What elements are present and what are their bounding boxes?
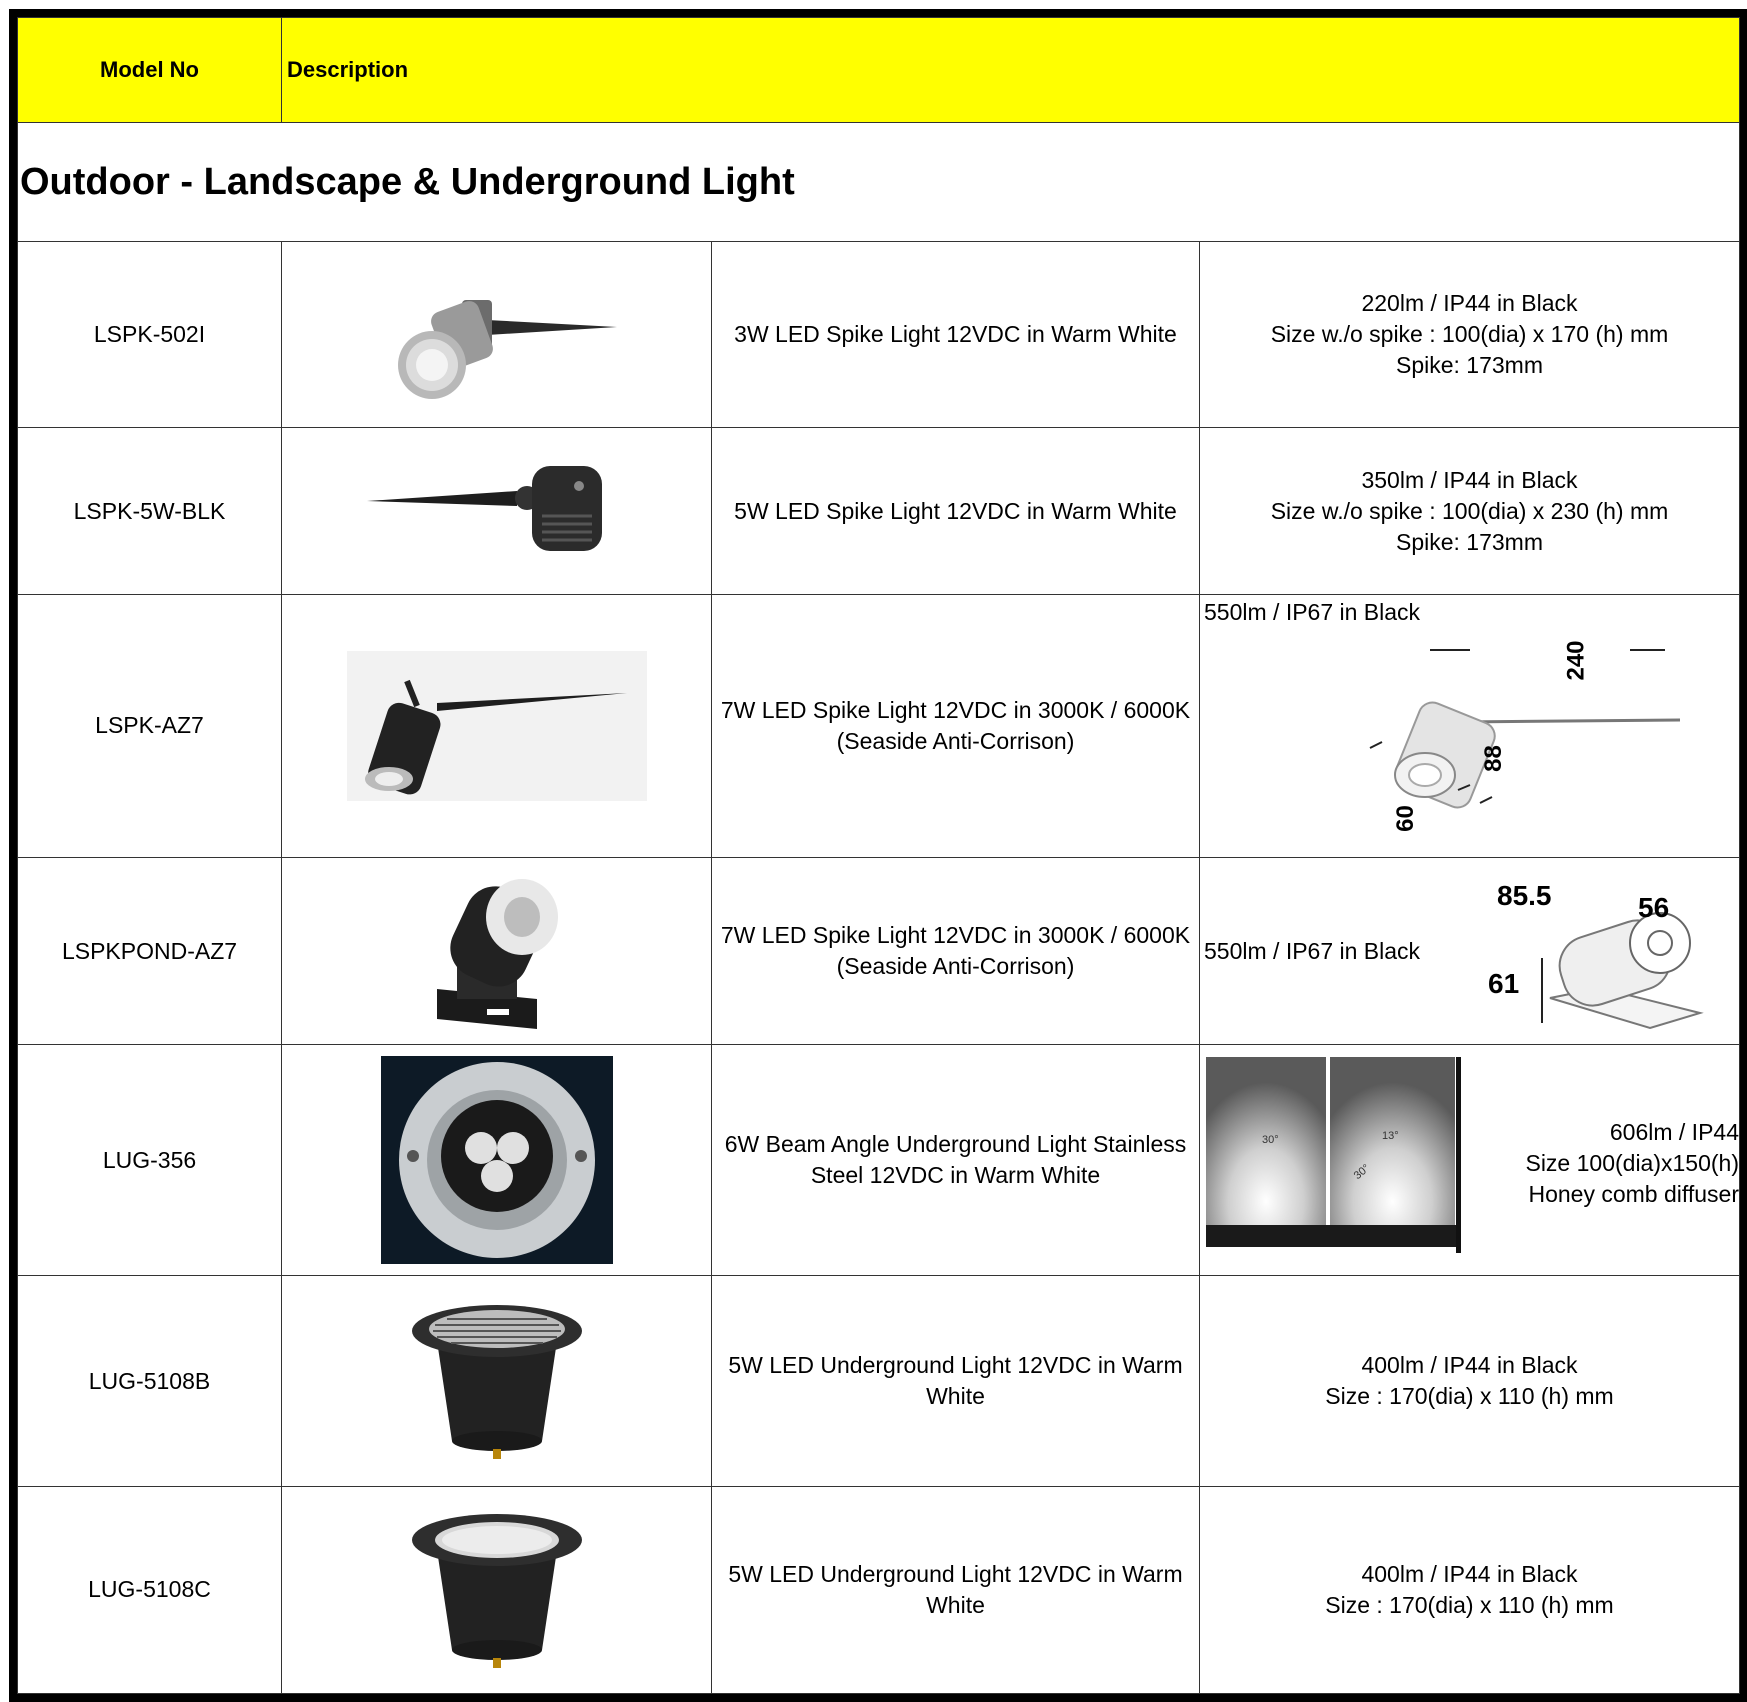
dimension-drawing	[1530, 898, 1730, 1038]
header-model-no: Model No	[18, 18, 282, 123]
dimension-label: 85.5	[1497, 879, 1552, 911]
spec-cell	[1200, 594, 1740, 857]
product-image-cell	[282, 242, 712, 428]
dimension-label: 61	[1488, 967, 1520, 999]
spec-line: Honey comb diffuser	[1528, 1181, 1739, 1208]
spec-line: 606lm / IP44	[1609, 1119, 1739, 1146]
spec-line: 550lm / IP67 in Black	[1204, 598, 1421, 625]
table-row	[18, 1486, 1740, 1693]
model-cell: LUG-356	[18, 1045, 282, 1276]
dimension-label: 240	[1562, 640, 1590, 681]
product-table	[17, 17, 1740, 1694]
spec-cell	[1200, 428, 1740, 594]
model-cell: LSPK-502I	[18, 242, 282, 428]
underground-light-steel-icon	[381, 1056, 613, 1264]
model-cell: LSPK-AZ7	[18, 594, 282, 857]
spec-line: 220lm / IP44 in Black	[1361, 290, 1578, 317]
spec-line: 400lm / IP44 in Black	[1361, 1352, 1578, 1379]
description-cell: 7W LED Spike Light 12VDC in 3000K / 6000K (Seaside Anti-Corrison)	[712, 594, 1200, 857]
underground-light-glass-icon	[407, 1510, 587, 1670]
spike-light-cylinder-icon	[347, 651, 647, 801]
model-cell: LUG-5108C	[18, 1486, 282, 1693]
dimension-label: 60	[1391, 804, 1419, 832]
spec-line: Size w./o spike : 100(dia) x 170 (h) mm	[1270, 321, 1669, 348]
header-row	[18, 18, 1740, 123]
product-image-cell	[282, 1045, 712, 1276]
description-cell: 5W LED Underground Light 12VDC in Warm White	[712, 1486, 1200, 1693]
dimension-label: 88	[1479, 744, 1507, 772]
model-cell: LSPK-5W-BLK	[18, 428, 282, 594]
dimension-label: 56	[1638, 891, 1670, 923]
model-cell: LSPKPOND-AZ7	[18, 857, 282, 1044]
table-row	[18, 242, 1740, 428]
model-cell: LUG-5108B	[18, 1276, 282, 1486]
catalog-frame	[9, 9, 1747, 1702]
product-image-cell	[282, 594, 712, 857]
product-image-cell	[282, 428, 712, 594]
table-row	[18, 1276, 1740, 1486]
spec-line: Spike: 173mm	[1395, 528, 1543, 555]
spec-cell	[1200, 1486, 1740, 1693]
spec-cell	[1200, 1045, 1740, 1276]
product-image-cell	[282, 857, 712, 1044]
description-cell: 6W Beam Angle Underground Light Stainless Steel 12VDC in Warm White	[712, 1045, 1200, 1276]
section-row	[18, 123, 1740, 242]
spec-line: 400lm / IP44 in Black	[1361, 1560, 1578, 1587]
beam-angle-label: 30°	[1351, 1162, 1373, 1183]
table-row	[18, 594, 1740, 857]
spec-cell	[1200, 242, 1740, 428]
spec-line: Size : 170(dia) x 110 (h) mm	[1325, 1383, 1614, 1410]
table-row	[18, 428, 1740, 594]
beam-angle-label: 13°	[1382, 1130, 1399, 1143]
beam-angle-label: 30°	[1262, 1134, 1279, 1147]
spec-line: Spike: 173mm	[1395, 352, 1543, 379]
product-image-cell	[282, 1486, 712, 1693]
description-cell: 7W LED Spike Light 12VDC in 3000K / 6000K (Seaside Anti-Corrison)	[712, 857, 1200, 1044]
spec-line: Size : 170(dia) x 110 (h) mm	[1325, 1591, 1614, 1618]
description-cell: 3W LED Spike Light 12VDC in Warm White	[712, 242, 1200, 428]
underground-light-louver-icon	[407, 1301, 587, 1461]
spec-cell	[1200, 1276, 1740, 1486]
spec-line: 550lm / IP67 in Black	[1204, 937, 1421, 964]
spec-line: 350lm / IP44 in Black	[1361, 466, 1578, 493]
header-description: Description	[282, 18, 1740, 123]
spec-cell	[1200, 857, 1740, 1044]
spec-line: Size w./o spike : 100(dia) x 230 (h) mm	[1270, 497, 1669, 524]
description-cell: 5W LED Underground Light 12VDC in Warm White	[712, 1276, 1200, 1486]
table-row	[18, 857, 1740, 1044]
beam-angle-photo	[1206, 1057, 1468, 1253]
description-cell: 5W LED Spike Light 12VDC in Warm White	[712, 428, 1200, 594]
spec-line: Size 100(dia)x150(h)	[1525, 1150, 1739, 1177]
spike-light-black-icon	[367, 456, 627, 566]
spike-light-silver-icon	[367, 265, 627, 405]
table-row	[18, 1045, 1740, 1276]
product-image-cell	[282, 1276, 712, 1486]
pond-light-bracket-icon	[397, 869, 597, 1034]
section-title: Outdoor - Landscape & Underground Light	[18, 123, 1740, 242]
